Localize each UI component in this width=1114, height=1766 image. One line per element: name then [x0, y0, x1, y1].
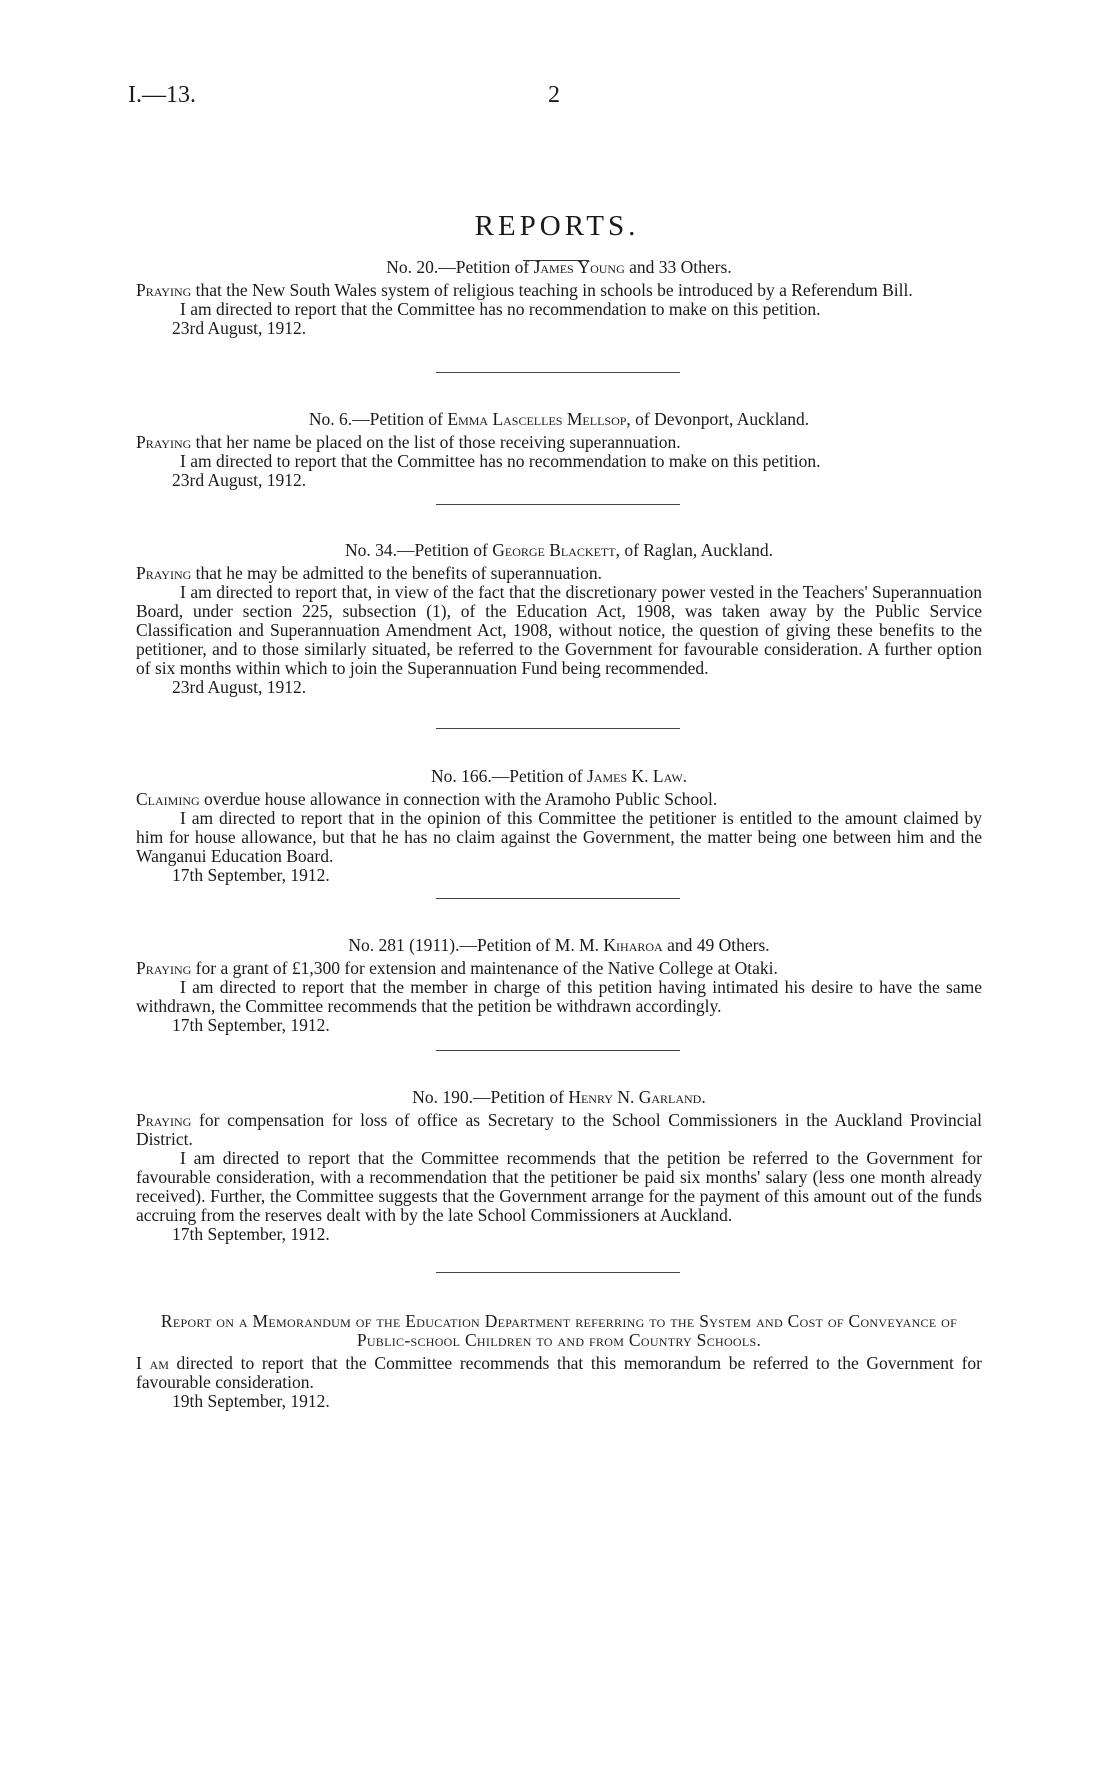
petition-heading: No. 6.—Petition of Emma Lascelles Mellsop, of Devonport, Auckland. [308, 409, 810, 429]
petition-heading: No. 166.—Petition of James K. Law. [430, 766, 688, 786]
petition-prayer: Praying that the New South Wales system of religious teaching in schools be introduced by a Referendum Bill. [136, 280, 913, 300]
petition-date: 23rd August, 1912. [172, 470, 307, 490]
page-title: REPORTS. [474, 210, 640, 242]
petition-report: I am directed to report that the Committee has no recommendation to make on this petition. [180, 299, 821, 319]
petition-prayer: Praying for a grant of £1,300 for extension and maintenance of the Native College at Otaki. [136, 958, 778, 978]
section-rule [436, 504, 680, 505]
petition-date: 23rd August, 1912. [172, 677, 307, 697]
page-number: 2 [548, 82, 560, 108]
petition-report: I am directed to report that the Committee has no recommendation to make on this petition. [180, 451, 821, 471]
section-rule [436, 372, 680, 373]
petition-prayer: Praying that he may be admitted to the benefits of superannuation. [136, 563, 602, 583]
petition-34 [136, 541, 982, 697]
petition-date: 17th September, 1912. [172, 865, 330, 885]
memorandum-body: I am directed to report that the Committee recommends that this memorandum be referred to the Government for favourable consideration. [136, 1353, 982, 1392]
section-rule [436, 728, 680, 729]
memorandum-title: Report on a Memorandum of the Education Department referring to the System and Cost of Conveyance of Public-school Children to and from Country Schools. [160, 1311, 958, 1350]
petition-heading: No. 20.—Petition of James Young and 33 Others. [386, 257, 732, 277]
petition-date: 17th September, 1912. [172, 1224, 330, 1244]
memorandum-report [136, 1312, 982, 1411]
petition-281 [136, 936, 982, 1035]
petition-report: I am directed to report that in the opinion of this Committee the petitioner is entitled to the amount claimed by him for house allowance, but that he has no claim against the Government, the matter being one between him and the Wanganui Education Board. [136, 808, 982, 866]
petition-report: I am directed to report that the member in charge of this petition having intimated his desire to have the same withdrawn, the Committee recommends that the petition be withdrawn accordingly. [136, 977, 982, 1016]
petition-date: 17th September, 1912. [172, 1015, 330, 1035]
petition-report: I am directed to report that, in view of the fact that the discretionary power vested in the Teachers' Superannuation Board, under section 225, subsection (1), of the Education Act, 1908, was taken away by the Public Service Classification and Superannuation Amendment Act, 1908, without notice, the question of giving these benefits to the petitioner, and to those similarly situated, be referred to the Government for favourable consideration. A further option of six months within which to join the Superannuation Fund being recommended. [136, 582, 982, 678]
petition-prayer: Claiming overdue house allowance in connection with the Aramoho Public School. [136, 789, 718, 809]
petition-prayer: Praying for compensation for loss of office as Secretary to the School Commissioners in the Auckland Provincial District. [136, 1110, 982, 1149]
petition-166 [136, 767, 982, 885]
petition-date: 23rd August, 1912. [172, 318, 307, 338]
petition-heading: No. 281 (1911).—Petition of M. M. Kiharoa and 49 Others. [348, 935, 770, 955]
memorandum-date: 19th September, 1912. [172, 1391, 330, 1411]
petition-heading: No. 190.—Petition of Henry N. Garland. [412, 1087, 706, 1107]
section-rule [436, 898, 680, 899]
petition-prayer: Praying that her name be placed on the list of those receiving superannuation. [136, 432, 681, 452]
section-rule [436, 1050, 680, 1051]
petition-heading: No. 34.—Petition of George Blackett, of Raglan, Auckland. [344, 540, 774, 560]
petition-20 [136, 258, 982, 338]
petition-report: I am directed to report that the Committee recommends that the petition be referred to the Government for favourable consideration, with a recommendation that the petitioner be paid six months' salary (less one month already received). Further, the Committee suggests that the Government arrange for the payment of this amount out of the funds accruing from the reserves dealt with by the late School Commissioners at Auckland. [136, 1148, 982, 1225]
petition-6 [136, 410, 982, 490]
petition-190 [136, 1088, 982, 1244]
parliamentary-paper-ref: I.—13. [128, 82, 196, 108]
section-rule [436, 1272, 680, 1273]
